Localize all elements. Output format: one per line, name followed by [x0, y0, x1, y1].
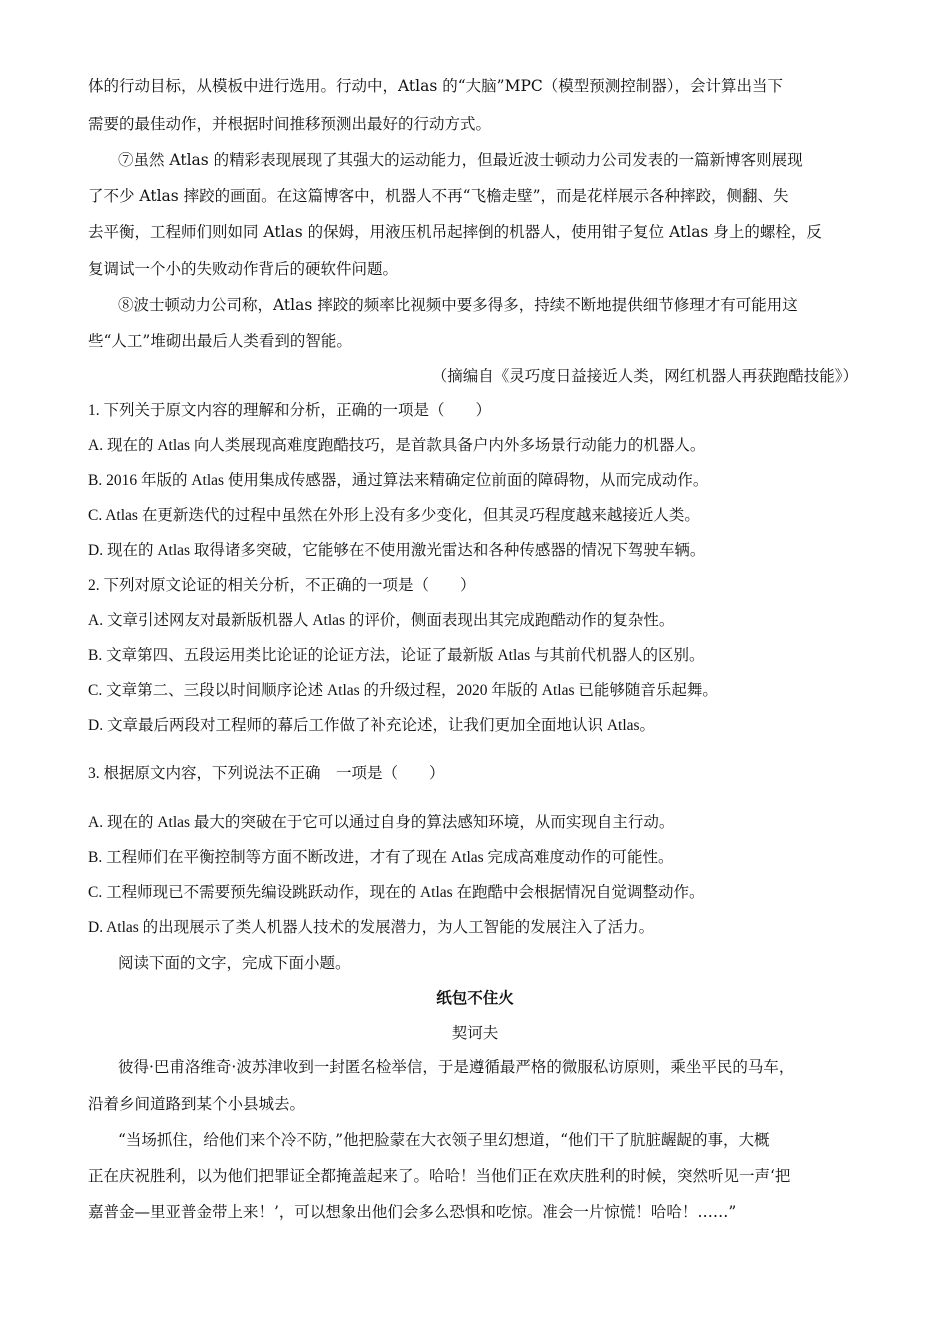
answer-option: C. 工程师现已不需要预先编设跳跃动作，现在的 Atlas 在跑酷中会根据情况自觉调整动作。 [88, 884, 705, 901]
paragraph-line: 体的行动目标，从模板中进行选用。行动中，Atlas 的“大脑”MPC（模型预测控制器），会计算出当下 [88, 77, 783, 95]
story-author: 契诃夫 [451, 1024, 499, 1042]
paragraph-line: 需要的最佳动作，并根据时间推移预测出最好的行动方式。 [88, 115, 492, 133]
source-citation: （摘编自《灵巧度日益接近人类，网红机器人再获跑酷技能》） [431, 367, 858, 385]
paragraph-line: “当场抓住，给他们来个冷不防，”他把脸蒙在大衣领子里幻想道，“他们干了肮脏龌龊的事，大概 [118, 1131, 770, 1149]
paragraph-line: ⑦虽然 Atlas 的精彩表现展现了其强大的运动能力，但最近波士顿动力公司发表的一篇新博客则展现 [118, 151, 803, 169]
paragraph-line: 些“人工”堆砌出最后人类看到的智能。 [88, 332, 352, 350]
paragraph-line: 正在庆祝胜利，以为他们把罪证全都掩盖起来了。哈哈！当他们正在欢庆胜利的时候，突然听见一声‘把 [88, 1167, 791, 1185]
question-stem: 3. 根据原文内容，下列说法不正确 一项是（ ） [88, 765, 445, 782]
answer-option: A. 文章引述网友对最新版机器人 Atlas 的评价，侧面表现出其完成跑酷动作的复杂性。 [88, 612, 675, 629]
answer-option: A. 现在的 Atlas 向人类展现高难度跑酷技巧，是首款具备户内外多场景行动能力的机器人。 [88, 437, 706, 454]
answer-option: C. 文章第二、三段以时间顺序论述 Atlas 的升级过程，2020 年版的 Atlas 已能够随音乐起舞。 [88, 682, 718, 699]
answer-option: D. 文章最后两段对工程师的幕后工作做了补充论述，让我们更加全面地认识 Atlas。 [88, 717, 656, 734]
paragraph-line: 了不少 Atlas 摔跤的画面。在这篇博客中，机器人不再“飞檐走壁”，而是花样展示各种摔跤，侧翻、失 [88, 187, 789, 205]
answer-option: C. Atlas 在更新迭代的过程中虽然在外形上没有多少变化，但其灵巧程度越来越接近人类。 [88, 507, 700, 524]
answer-option: A. 现在的 Atlas 最大的突破在于它可以通过自身的算法感知环境，从而实现自主行动。 [88, 814, 675, 831]
answer-option: D. Atlas 的出现展示了类人机器人技术的发展潜力，为人工智能的发展注入了活力。 [88, 919, 655, 936]
answer-option: B. 工程师们在平衡控制等方面不断改进，才有了现在 Atlas 完成高难度动作的可能性。 [88, 849, 674, 866]
question-stem: 2. 下列对原文论证的相关分析，不正确的一项是（ ） [88, 577, 476, 594]
paragraph-line: 沿着乡间道路到某个小县城去。 [88, 1095, 306, 1113]
question-stem: 1. 下列关于原文内容的理解和分析，正确的一项是（ ） [88, 402, 492, 419]
paragraph-line: 彼得·巴甫洛维奇·波苏津收到一封匿名检举信，于是遵循最严格的微服私访原则，乘坐平民的马车， [118, 1058, 795, 1076]
answer-option: D. 现在的 Atlas 取得诸多突破，它能够在不使用激光雷达和各种传感器的情况下驾驶车辆。 [88, 542, 706, 559]
story-title: 纸包不住火 [436, 988, 514, 1007]
paragraph-line: 嘉普金—里亚普金带上来！’，可以想象出他们会多么恐惧和吃惊。准会一片惊慌！哈哈！……” [88, 1203, 737, 1221]
paragraph-line: 去平衡，工程师们则如同 Atlas 的保姆，用液压机吊起摔倒的机器人，使用钳子复位 Atlas 身上的螺栓，反 [88, 223, 822, 241]
paragraph-line: 复调试一个小的失败动作背后的硬软件问题。 [88, 260, 399, 278]
answer-option: B. 2016 年版的 Atlas 使用集成传感器，通过算法来精确定位前面的障碍物，从而完成动作。 [88, 472, 709, 489]
reading-instruction: 阅读下面的文字，完成下面小题。 [118, 955, 351, 972]
answer-option: B. 文章第四、五段运用类比论证的论证方法，论证了最新版 Atlas 与其前代机器人的区别。 [88, 647, 705, 664]
paragraph-line: ⑧波士顿动力公司称，Atlas 摔跤的频率比视频中要多得多，持续不断地提供细节修理才有可能用这 [118, 296, 798, 314]
